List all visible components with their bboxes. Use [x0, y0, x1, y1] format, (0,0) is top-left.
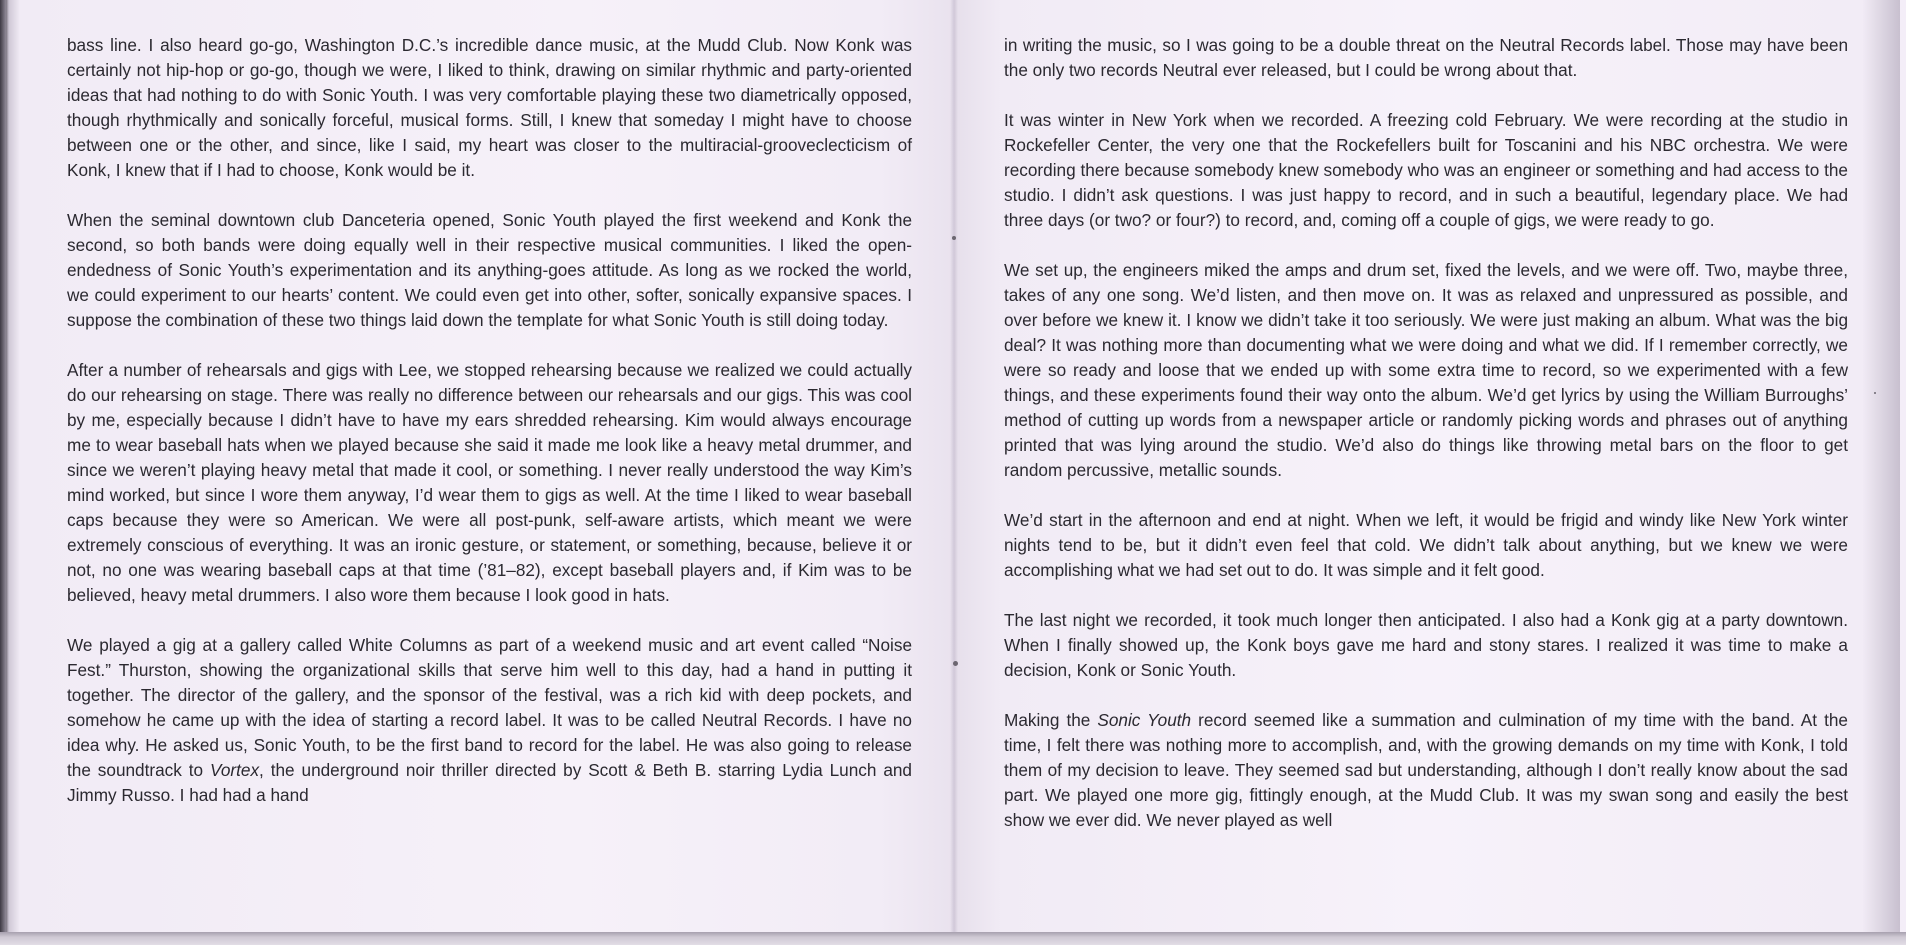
paragraph: After a number of rehearsals and gigs with Lee, we stopped rehearsing because we realized we could actually do our rehearsing on stage. There was really no difference between our rehearsals and our gigs. This was cool by me, especially because I didn’t have to have my ears shredded rehearsing. Kim would always encourage me to wear baseball hats when we played because she said it made me look like a heavy metal drummer, and since we weren’t playing heavy metal that made it cool, or something. I never really understood the way Kim’s mind worked, but since I wore them anyway, I’d wear them to gigs as well. At the time I liked to wear baseball caps because they were so American. We were all post-punk, self-aware artists, which meant we were extremely conscious of everything. It was an ironic gesture, or statement, or something, because, believe it or not, no one was wearing baseball caps at that time (’81–82), except baseball players and, if Kim was to be believed, heavy metal drummers. I also wore them because I look good in hats. [67, 360, 912, 605]
italic-title: Vortex [210, 760, 260, 780]
paragraph-text: Making the [1004, 710, 1098, 730]
print-speck [953, 661, 958, 666]
page-gutter [950, 0, 958, 935]
paragraph-text: , the underground noir thriller directed by Scott & Beth B. starring Lydia Lunch and Jimmy Russo. I had had a hand [67, 760, 912, 805]
left-page-text [67, 33, 912, 808]
paragraph-text: record seemed like a summation and culmination of my time with the band. At the time, I felt there was nothing more to accomplish, and, with the growing demands on my time with Konk, I told them of my decision to leave. They seemed sad but understanding, although I don’t really know about the sad part. We played one more gig, fittingly enough, at the Mudd Club. It was my swan song and easily the best show we ever did. We never played as well [1004, 710, 1848, 830]
paragraph-text: We played a gig at a gallery called White Columns as part of a weekend music and art event called “Noise Fest.” Thurston, showing the organizational skills that serve him well to this day, had a hand in putting it together. The director of the gallery, and the sponsor of the festival, was a rich kid with deep pockets, and somehow he came up with the idea of starting a record label. It was to be called Neutral Records. I have no idea why. He asked us, Sonic Youth, to be the first band to record for the label. He was also going to release the soundtrack to [67, 635, 912, 780]
paragraph [67, 633, 912, 808]
italic-title: Sonic Youth [1097, 710, 1192, 730]
paragraph: We’d start in the afternoon and end at night. When we left, it would be frigid and windy like New York winter nights tend to be, but it didn’t even feel that cold. We didn’t talk about anything, but we knew we were accomplishing what we had set out to do. It was simple and it felt good. [1004, 510, 1848, 580]
left-page [6, 0, 954, 935]
right-page-text [1004, 33, 1848, 833]
paragraph: bass line. I also heard go-go, Washington D.C.’s incredible dance music, at the Mudd Club. Now Konk was certainly not hip-hop or go-go, though we were, I liked to think, drawing on similar rhythmic and party-oriented ideas that had nothing to do with Sonic Youth. I was very comfortable playing these two diametrically opposed, though rhythmically and sonically forceful, musical forms. Still, I knew that someday I might have to choose between one or the other, and since, like I said, my heart was closer to the multiracial-grooveclecticism of Konk, I knew that if I had to choose, Konk would be it. [67, 35, 912, 180]
paragraph: It was winter in New York when we recorded. A freezing cold February. We were recording at the studio in Rockefeller Center, the very one that the Rockefellers built for Toscanini and his NBC orchestra. We were recording there because somebody knew somebody who was an engineer or something and had access to the studio. I didn’t ask questions. I was just happy to record, and in such a beautiful, legendary place. We had three days (or two? or four?) to record, and, coming off a couple of gigs, we were ready to go. [1004, 110, 1848, 230]
print-speck [1874, 392, 1876, 394]
book-left-edge [0, 0, 6, 945]
paragraph: The last night we recorded, it took much longer then anticipated. I also had a Konk gig at a party downtown. When I finally showed up, the Konk boys gave me hard and stony stares. I realized it was time to make a decision, Konk or Sonic Youth. [1004, 610, 1848, 680]
paragraph [1004, 708, 1848, 833]
paragraph: We set up, the engineers miked the amps and drum set, fixed the levels, and we were off. Two, maybe three, takes of any one song. We’d listen, and then move on. It was as relaxed and unpressured as possible, and over before we knew it. I know we didn’t take it too seriously. We were just making an album. What was the big deal? It was nothing more than documenting what we were doing and what we did. If I remember correctly, we were so ready and loose that we ended up with some extra time to record, so we experimented with a few things, and these experiments found their way onto the album. We’d get lyrics by using the William Burroughs’ method of cutting up words from a newspaper article or randomly picking words and phrases out of anything printed that was lying around the studio. We’d also do things like throwing metal bars on the floor to get random percussive, metallic sounds. [1004, 260, 1848, 480]
print-speck [952, 236, 956, 240]
paragraph: in writing the music, so I was going to be a double threat on the Neutral Records label. Those may have been the only two records Neutral ever released, but I could be wrong about that. [1004, 35, 1848, 80]
book-bottom-edge [0, 932, 1906, 945]
right-page [954, 0, 1900, 935]
paragraph: When the seminal downtown club Danceteria opened, Sonic Youth played the first weekend and Konk the second, so both bands were doing equally well in their respective musical communities. I liked the open-endedness of Sonic Youth’s experimentation and its anything-goes attitude. As long as we rocked the world, we could experiment to our hearts’ content. We could even get into other, softer, sonically expansive spaces. I suppose the combination of these two things laid down the template for what Sonic Youth is still doing today. [67, 210, 912, 330]
